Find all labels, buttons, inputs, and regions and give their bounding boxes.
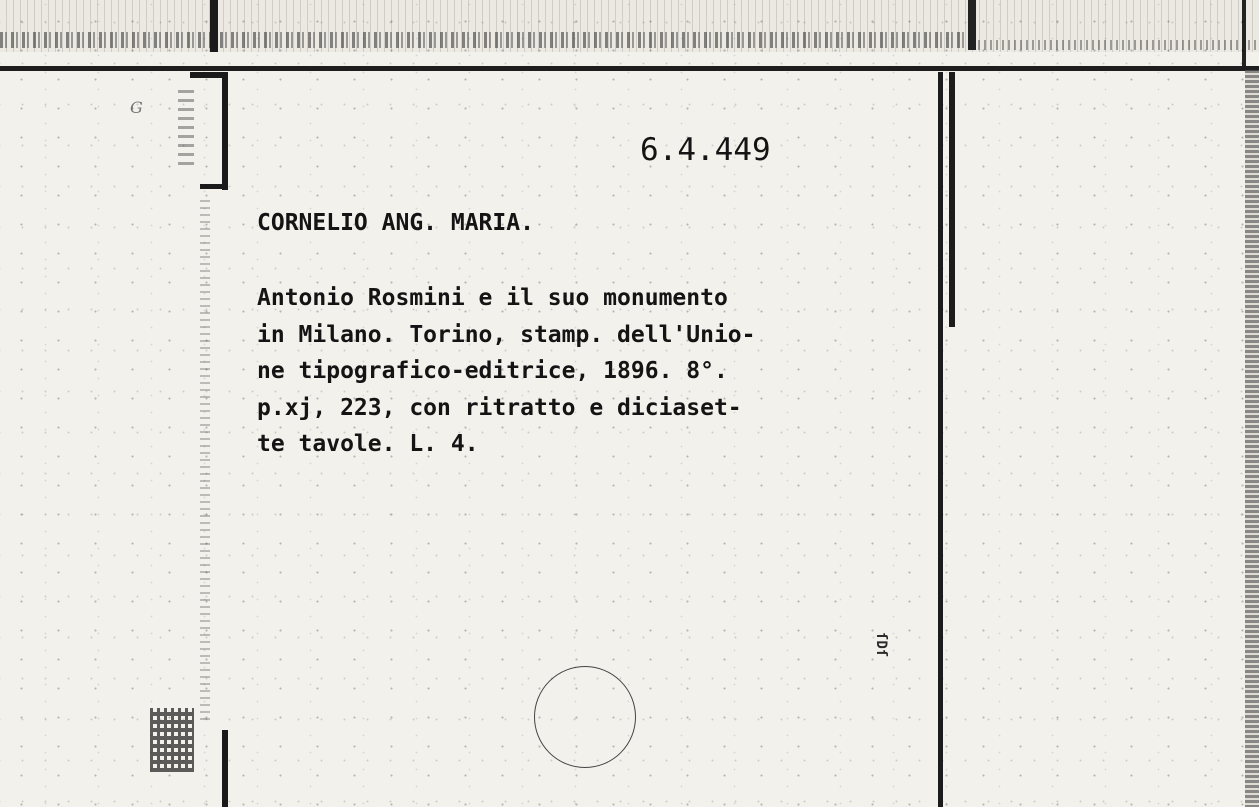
left-bracket: [222, 72, 228, 190]
left-bracket-top: [190, 72, 226, 78]
left-margin-dotted-edge: [200, 200, 210, 720]
author-heading: CORNELIO ANG. MARIA.: [257, 210, 534, 236]
bibliographic-entry: [257, 280, 756, 463]
right-margin-rule: [938, 72, 943, 807]
previous-card-text-fragment-right: [978, 40, 1259, 50]
entry-line: te tavole. L. 4.: [257, 431, 479, 457]
left-margin-dashes: [178, 90, 194, 170]
far-right-card-edge: [1245, 70, 1259, 807]
previous-card-right-edge: [1242, 0, 1246, 66]
entry-line: in Milano. Torino, stamp. dell'Unio-: [257, 321, 756, 348]
punch-hole: [534, 666, 636, 768]
entry-line: ne tipografico-editrice, 1896. 8°.: [257, 358, 728, 384]
left-lower-edge: [222, 730, 228, 807]
left-bracket-foot: [200, 184, 228, 189]
right-margin-rule-secondary: [949, 72, 955, 327]
call-number: 6.4.449: [640, 132, 771, 168]
previous-card-text-fragment: [0, 32, 975, 48]
side-stamp-code: [858, 632, 894, 672]
bottom-left-stamp: [150, 708, 194, 772]
side-stamp-code-text: ſDſ: [873, 632, 889, 658]
previous-card-marker: [210, 0, 218, 52]
card-top-border: [0, 66, 1259, 71]
entry-line: Antonio Rosmini e il suo monumento: [257, 285, 728, 311]
previous-card-edge: [968, 0, 976, 50]
entry-line: p.xj, 223, con ritratto e diciaset-: [257, 394, 742, 421]
margin-handwritten-mark: G: [130, 98, 143, 117]
